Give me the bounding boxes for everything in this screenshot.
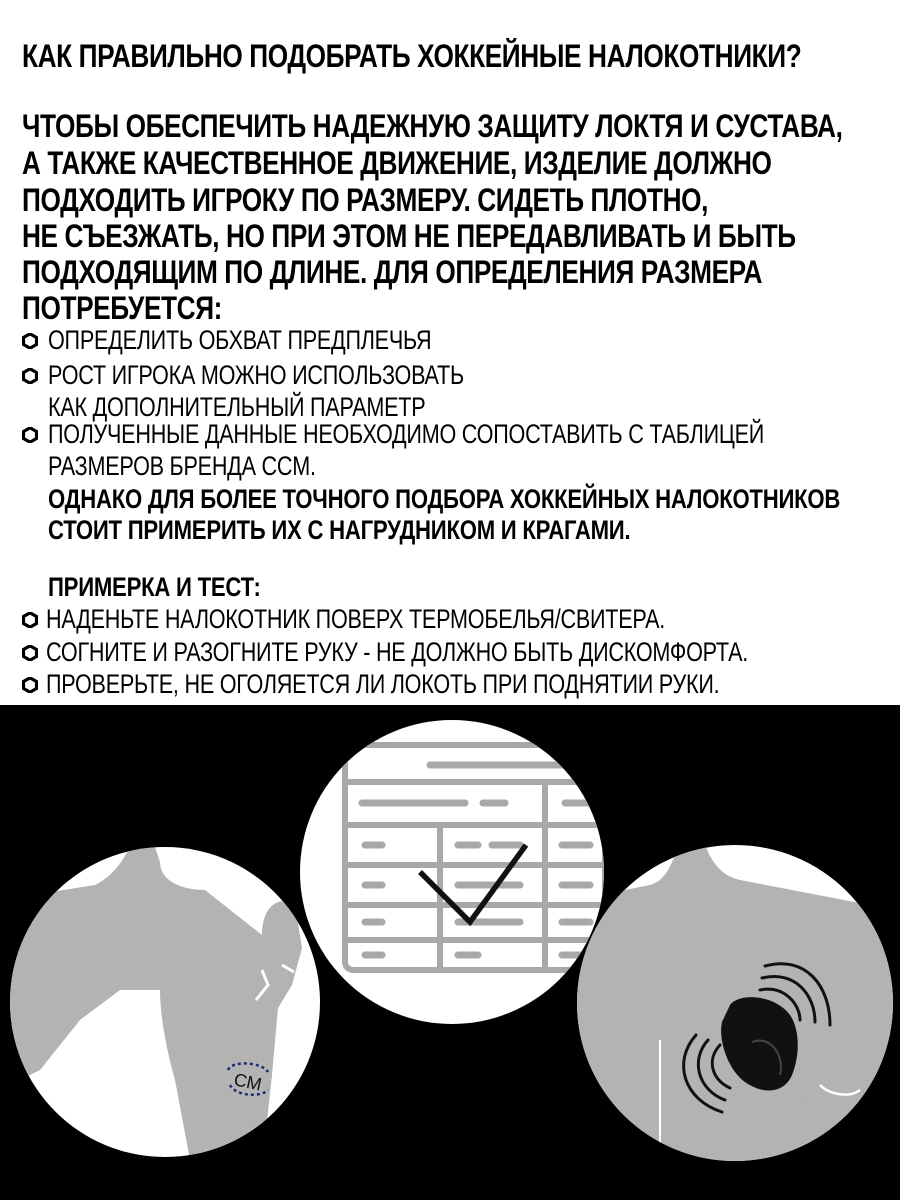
intro-line: ПОТРЕБУЕТСЯ: — [22, 290, 222, 326]
note-line: СТОИТ ПРИМЕРИТЬ ИХ С НАГРУДНИКОМ И КРАГАМИ. — [48, 515, 631, 545]
test-item: НАДЕНЬТЕ НАЛОКОТНИК ПОВЕРХ ТЕРМОБЕЛЬЯ/СВИТЕРА. — [46, 604, 666, 634]
hexagon-bullet-icon — [22, 645, 38, 661]
page-title: КАК ПРАВИЛЬНО ПОДОБРАТЬ ХОККЕЙНЫЕ НАЛОКОТНИКИ? — [22, 38, 802, 74]
hexagon-bullet-icon — [22, 612, 38, 628]
size-table-check-illustration — [300, 720, 605, 1024]
intro-line: А ТАКЖЕ КАЧЕСТВЕННОЕ ДВИЖЕНИЕ, ИЗДЕЛИЕ ДОЛЖНО — [22, 145, 772, 181]
test-item: ПРОВЕРЬТЕ, НЕ ОГОЛЯЕТСЯ ЛИ ЛОКОТЬ ПРИ ПОДНЯТИИ РУКИ. — [46, 669, 720, 699]
intro-line: ПОДХОДИТЬ ИГРОКУ ПО РАЗМЕРУ. СИДЕТЬ ПЛОТНО, — [22, 182, 709, 218]
elbow-pad-illustration — [560, 845, 895, 1200]
step-line: РОСТ ИГРОКА МОЖНО ИСПОЛЬЗОВАТЬ — [48, 360, 464, 390]
step-line: ОПРЕДЕЛИТЬ ОБХВАТ ПРЕДПЛЕЧЬЯ — [48, 325, 432, 355]
step-line: РАЗМЕРОВ БРЕНДА CCM. — [48, 451, 316, 481]
note-line: ОДНАКО ДЛЯ БОЛЕЕ ТОЧНОГО ПОДБОРА ХОККЕЙНЫХ НАЛОКОТНИКОВ — [48, 484, 841, 514]
intro-line: ЧТОБЫ ОБЕСПЕЧИТЬ НАДЕЖНУЮ ЗАЩИТУ ЛОКТЯ И СУСТАВА, — [22, 108, 843, 144]
test-title: ПРИМЕРКА И ТЕСТ: — [48, 572, 261, 602]
hexagon-bullet-icon — [22, 368, 38, 384]
step-line: КАК ДОПОЛНИТЕЛЬНЫЙ ПАРАМЕТР — [48, 392, 426, 422]
hexagon-bullet-icon — [22, 677, 38, 693]
hexagon-bullet-icon — [22, 427, 38, 443]
intro-line: НЕ СЪЕЗЖАТЬ, НО ПРИ ЭТОМ НЕ ПЕРЕДАВЛИВАТЬ И БЫТЬ — [22, 218, 796, 254]
arm-measure-illustration — [0, 832, 320, 1160]
step-line: ПОЛУЧЕННЫЕ ДАННЫЕ НЕОБХОДИМО СОПОСТАВИТЬ С ТАБЛИЦЕЙ — [48, 419, 765, 449]
illustration-panel — [0, 705, 900, 1200]
test-item: СОГНИТЕ И РАЗОГНИТЕ РУКУ - НЕ ДОЛЖНО БЫТЬ ДИСКОМФОРТА. — [46, 637, 749, 667]
measure-label: СМ — [232, 1069, 264, 1095]
hexagon-bullet-icon — [22, 333, 38, 349]
intro-line: ПОДХОДЯЩИМ ПО ДЛИНЕ. ДЛЯ ОПРЕДЕЛЕНИЯ РАЗМЕРА — [22, 254, 763, 290]
